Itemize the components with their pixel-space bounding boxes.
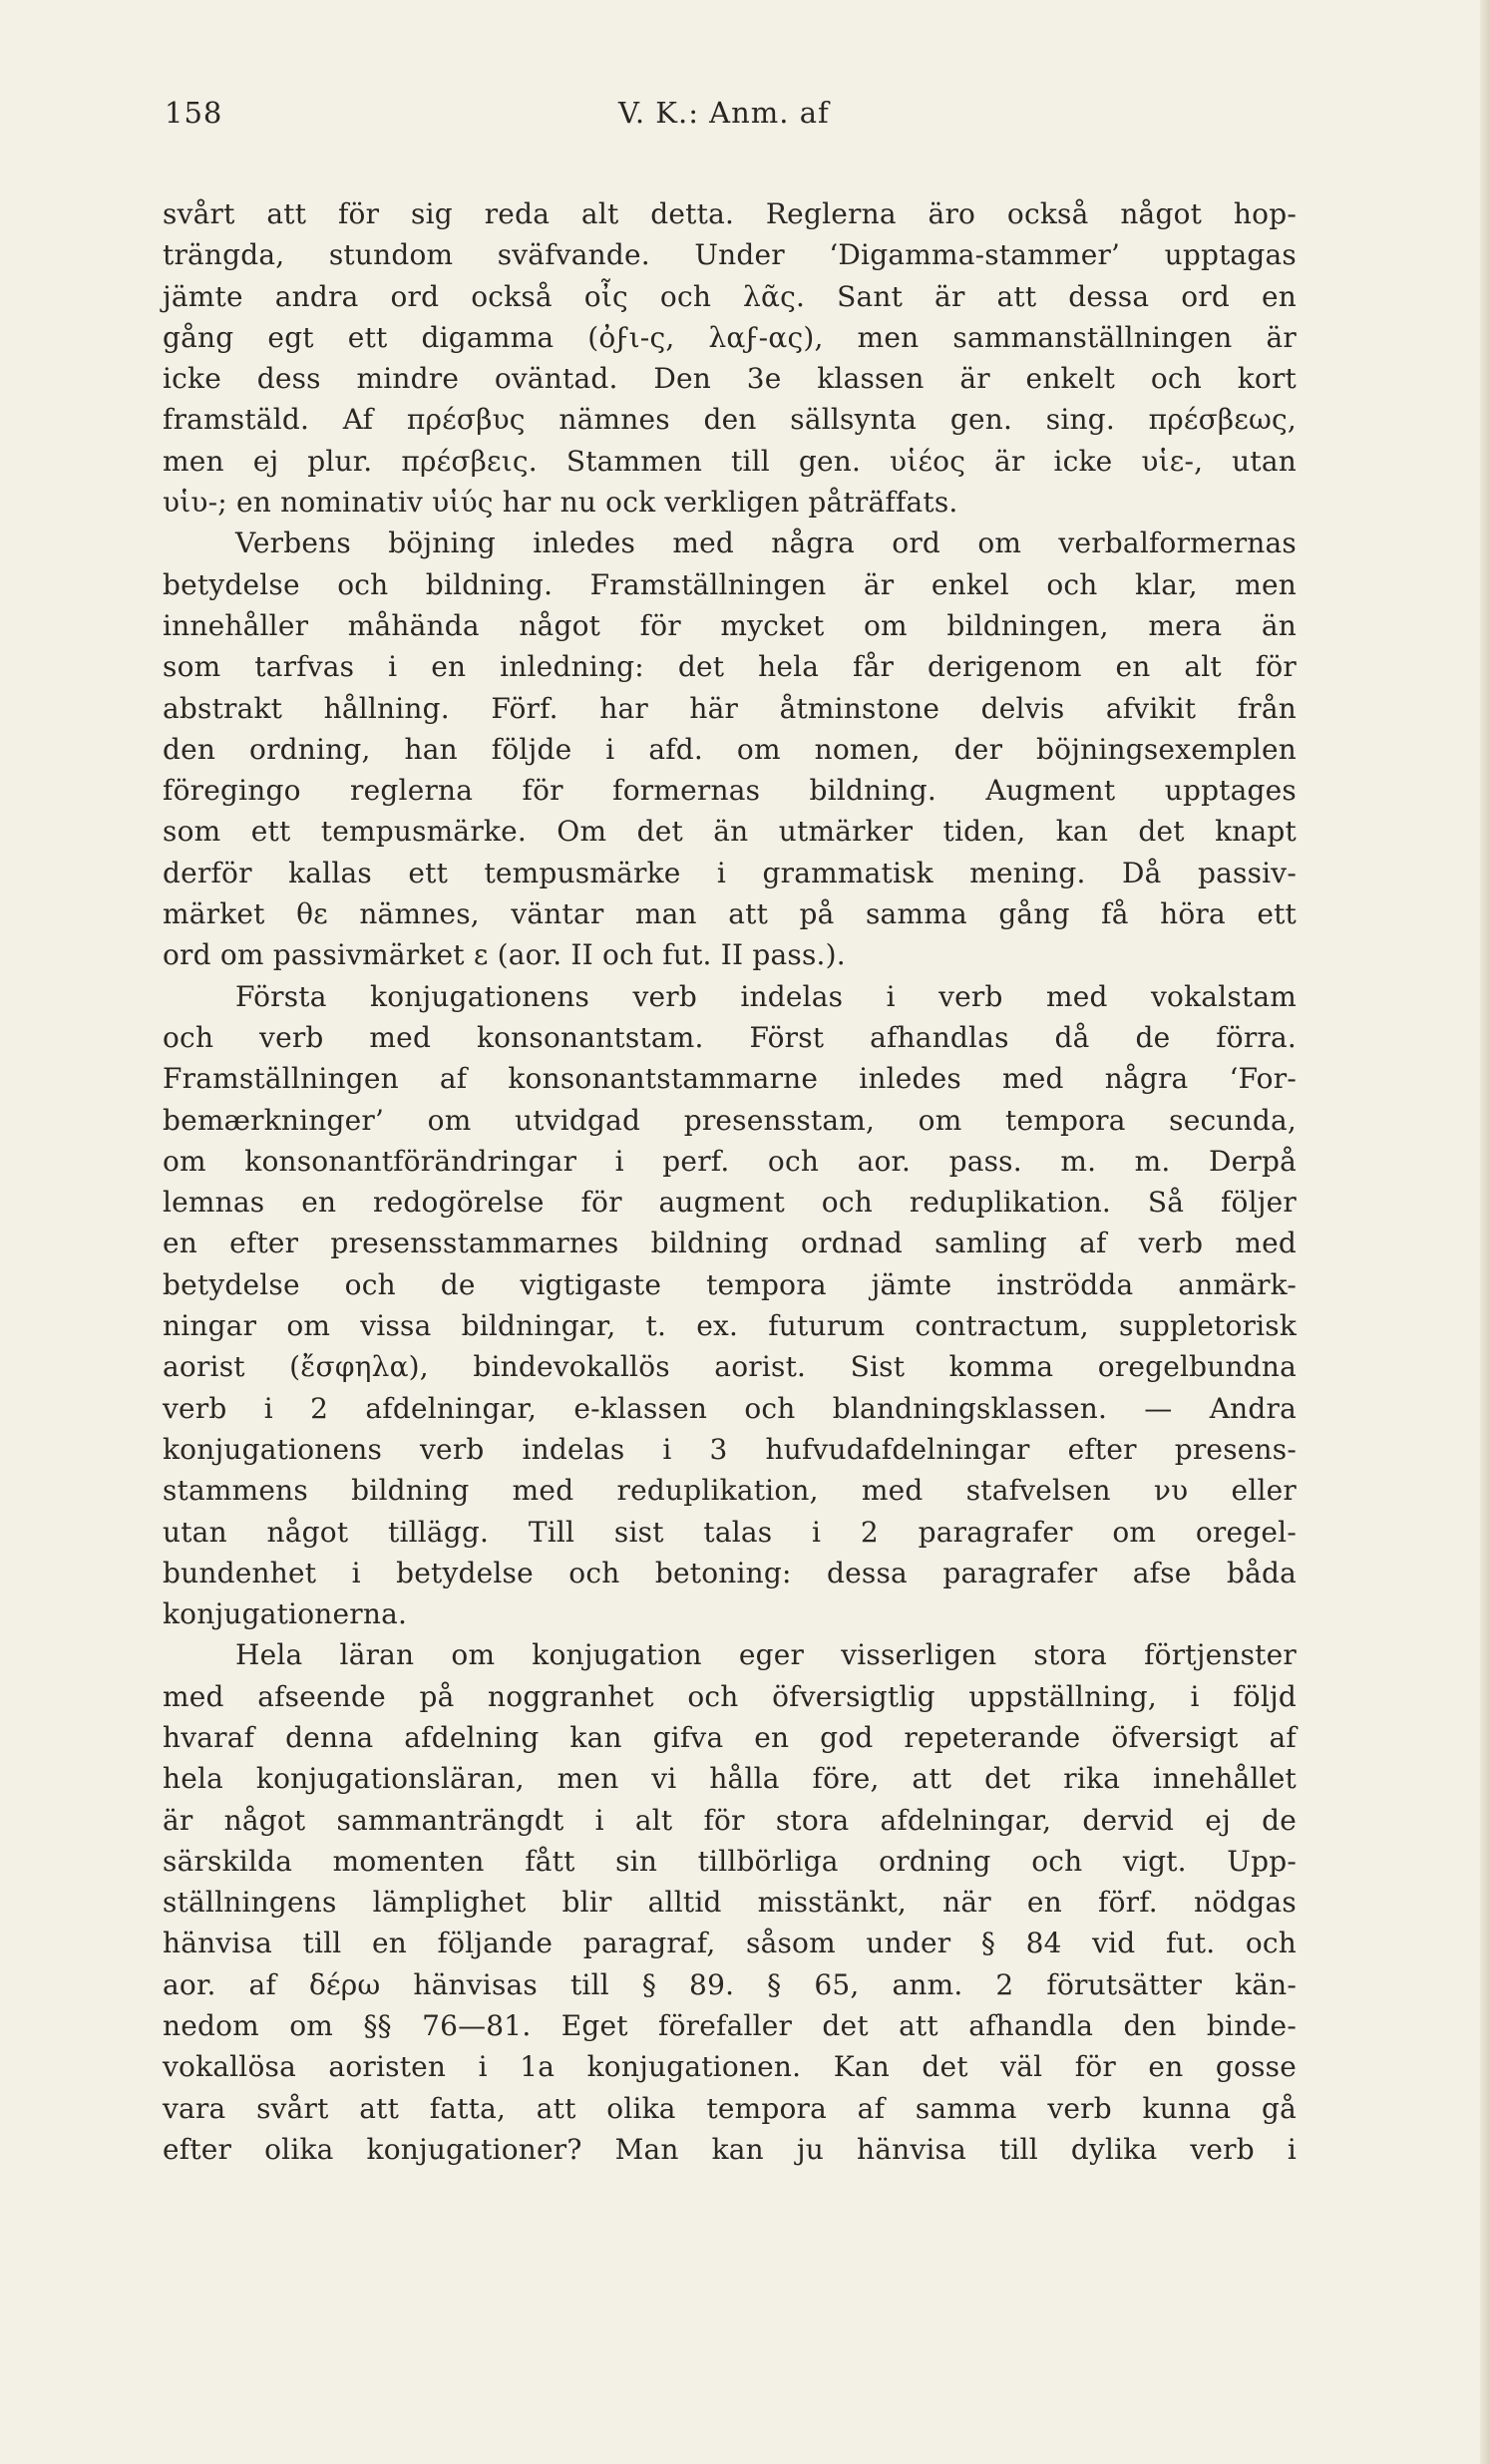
text-line: som ett tempusmärke. Om det än utmärker tiden, kan det knapt [163, 815, 1297, 849]
text-line: aorist (ἔσφηλα), bindevokallös aorist. Sist komma oregelbundna [163, 1350, 1297, 1384]
text-line: lemnas en redogörelse för augment och reduplikation. Så följer [163, 1186, 1297, 1220]
text-line: icke dess mindre oväntad. Den 3e klassen är enkelt och kort [163, 362, 1297, 396]
text-line: föregingo reglerna för formernas bildning. Augment upptages [163, 774, 1297, 808]
text-line: bundenhet i betydelse och betoning: dessa paragrafer afse båda [163, 1556, 1297, 1589]
body-text [163, 193, 1297, 2170]
text-line: och verb med konsonantstam. Först afhandlas då de förra. [163, 1020, 1297, 1054]
text-line: hela konjugationsläran, men vi hålla före, att det rika innehållet [163, 1762, 1297, 1796]
text-line: konjugationerna. [163, 1597, 408, 1631]
text-line: särskilda momenten fått sin tillbörliga ordning och vigt. Upp- [163, 1844, 1297, 1878]
text-line: en efter presensstammarnes bildning ordnad samling af verb med [163, 1227, 1297, 1260]
text-line: men ej plur. πρέσβεις. Stammen till gen. υἱέος är icke υἱε-, utan [163, 444, 1297, 478]
text-line: Verbens böjning inledes med några ord om verbalformernas [235, 527, 1297, 560]
text-line: hvaraf denna afdelning kan gifva en god repeterande öfversigt af [163, 1720, 1297, 1754]
text-line: framstäld. Af πρέσβυς nämnes den sällsynta gen. sing. πρέσβεως, [163, 403, 1297, 437]
text-line: betydelse och bildning. Framställningen är enkel och klar, men [163, 567, 1297, 601]
text-line: ord om passivmärket ε (aor. II och fut. II pass.). [163, 938, 846, 972]
text-line: verb i 2 afdelningar, e-klassen och blandningsklassen. — Andra [163, 1391, 1297, 1425]
text-line: υἱυ-; en nominativ υἱύς har nu ock verkligen påträffats. [163, 486, 958, 520]
text-line: svårt att för sig reda alt detta. Reglerna äro också något hop- [163, 197, 1297, 230]
text-line: nedom om §§ 76—81. Eget förefaller det att afhandla den binde- [163, 2009, 1297, 2043]
text-line: efter olika konjugationer? Man kan ju hänvisa till dylika verb i [163, 2132, 1297, 2166]
text-line: bemærkninger’ om utvidgad presensstam, om tempora secunda, [163, 1103, 1297, 1137]
text-line: den ordning, han följde i afd. om nomen, der böjningsexemplen [163, 732, 1297, 766]
text-line: med afseende på noggranhet och öfversigtlig uppställning, i följd [163, 1679, 1297, 1713]
text-line: abstrakt hållning. Förf. har här åtminstone delvis afvikit från [163, 691, 1297, 725]
text-line: ningar om vissa bildningar, t. ex. futurum contractum, suppletorisk [163, 1309, 1297, 1343]
text-line: som tarfvas i en inledning: det hela får derigenom en alt för [163, 650, 1297, 684]
text-line: hänvisa till en följande paragraf, såsom under § 84 vid fut. och [163, 1927, 1297, 1960]
text-line: vokallösa aoristen i 1a konjugationen. Kan det väl för en gosse [163, 2050, 1297, 2084]
running-head: V. K.: Anm. af [618, 96, 830, 130]
text-line: Första konjugationens verb indelas i verb med vokalstam [235, 979, 1297, 1013]
text-line: märket θε nämnes, väntar man att på samma gång få höra ett [163, 897, 1297, 931]
text-line: konjugationens verb indelas i 3 hufvudafdelningar efter presens- [163, 1432, 1297, 1466]
text-line: gång egt ett digamma (ὀϝι-ς, λαϝ-ας), men sammanställningen är [163, 320, 1297, 354]
text-line: är något sammanträngdt i alt för stora afdelningar, dervid ej de [163, 1803, 1297, 1837]
text-line: Framställningen af konsonantstammarne inledes med några ‘For- [163, 1062, 1297, 1096]
text-line: om konsonantförändringar i perf. och aor. pass. m. m. Derpå [163, 1144, 1297, 1178]
text-line: derför kallas ett tempusmärke i grammatisk mening. Då passiv- [163, 856, 1297, 889]
page-edge [1480, 0, 1490, 2464]
page-number: 158 [165, 96, 223, 130]
text-line: jämte andra ord också οἶς och λᾶς. Sant är att dessa ord en [163, 279, 1297, 313]
page-header [165, 96, 1311, 144]
text-line: stammens bildning med reduplikation, med stafvelsen νυ eller [163, 1474, 1297, 1508]
text-line: innehåller måhända något för mycket om bildningen, mera än [163, 608, 1297, 642]
text-line: trängda, stundom sväfvande. Under ‘Digamma-stammer’ upptagas [163, 238, 1297, 272]
text-line: utan något tillägg. Till sist talas i 2 paragrafer om oregel- [163, 1515, 1297, 1549]
text-line: aor. af δέρω hänvisas till § 89. § 65, anm. 2 förutsätter kän- [163, 1967, 1297, 2001]
text-line: Hela läran om konjugation eger visserligen stora förtjenster [235, 1638, 1297, 1672]
text-line: ställningens lämplighet blir alltid misstänkt, när en förf. nödgas [163, 1886, 1297, 1920]
text-line: betydelse och de vigtigaste tempora jämte inströdda anmärk- [163, 1267, 1297, 1301]
text-line: vara svårt att fatta, att olika tempora af samma verb kunna gå [163, 2091, 1297, 2125]
